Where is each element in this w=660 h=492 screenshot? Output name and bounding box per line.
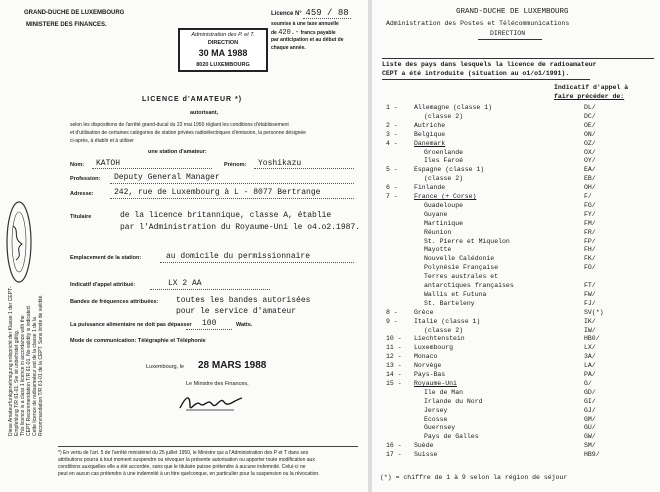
call-prefix: EA/ <box>584 166 596 174</box>
country-name: (classe 2) <box>424 326 464 334</box>
country-number: 13 - <box>386 362 402 370</box>
country-name: Grèce <box>414 308 434 316</box>
call-prefix: GI/ <box>584 397 596 405</box>
country-number: 15 - <box>386 379 402 387</box>
minister-signature <box>176 390 246 416</box>
country-name: Pays-Bas <box>414 371 446 378</box>
call-prefix: DL/ <box>584 104 596 111</box>
country-number: 2 - <box>386 121 398 129</box>
country-name: Monaco <box>414 353 438 361</box>
call-prefix: F/ <box>584 193 592 200</box>
country-name: Réunion <box>424 228 452 236</box>
list-header-direction: DIRECTION <box>490 30 526 37</box>
call-sign: LX 2 AA <box>168 279 202 288</box>
licence-title: LICENCE d'AMATEUR *) <box>142 96 243 103</box>
call-prefix: FO/ <box>584 264 596 272</box>
call-prefix: FR/ <box>584 228 596 236</box>
country-name: France (+ Corse) <box>414 193 477 200</box>
holder-name: KATOH <box>96 159 121 168</box>
titulaire-line2: par l'Administration du Royaume-Uni le o4.o2.1987. <box>120 223 361 232</box>
list-intro-line1: Liste des pays dans lesquels la licence de radioamateur <box>382 61 597 68</box>
call-prefix: IW/ <box>584 326 596 334</box>
country-name: Terres australes et <box>424 273 499 281</box>
call-prefix: FH/ <box>584 246 596 254</box>
station-line: une station d'amateur: <box>148 149 207 155</box>
country-number: 9 - <box>386 317 398 325</box>
call-prefix: DC/ <box>584 112 596 120</box>
call-prefix: OY/ <box>584 157 596 165</box>
footnote-line1: *) En vertu de l'art. 5 de l'arrêté ministériel du 25 juillet 1950, le Ministre qui a l'Administration des P et T dans ses <box>58 450 309 456</box>
country-name: St. Barteleny <box>424 299 475 307</box>
country-name: Autriche <box>414 121 446 129</box>
country-name: Belgique <box>414 130 446 138</box>
titulaire-line1: de la licence britannique, classe A, établie <box>120 211 332 220</box>
licence-document: GRAND-DUCHE DE LUXEMBOURG MINISTERE DES FINANCES. Administration des P. et T. DIRECTION 30 MA 1988 8020 LUXEMBOURG Licence N° 459 / 88 soumise à une taxe annuelle de 420.- francs payable par anticipation et au début de chaque année. LICENCE d'AMATEUR *) autorisant, selon les dispositions de l'arrêté grand-ducal du 22 mai 1950 réglant les conditions d'établissement et d'utilisation de certaines catégories de station privées radioélectriques d'émission, la personne désignée ci-après, à établir et à utiliser une station d'amateur: Nom: KATOH Prénom: Yoshikazu Profession: Deputy General Manager Adresse: 242, rue de Luxembourg à L - 8077 Bertrange Titulaire de la licence britannique, classe A, établie par l'Administration du Royaume-Uni le o4.o2.1987. Emplacement de la station: au domicile du permissionnaire Indicatif d'appel attribué: LX 2 AA Bandes de fréquences attribuées: toutes les bandes autorisées pour le service d'amateur La puissance alimentaire ne doit pas dépasser 100 Watts. Mode de communication: Télégraphie et Téléphonie Luxembourg, le 28 MARS 1988 Le Ministre des Finances, Diese Amateurfunkgenehmigung entspricht der Klasse 1 der CEPT- Empfehlung T/R 61-01. Sie ist unbefristet gültig. This licence is a class 1 licence in accordance with the CEPT Recommendation T/R 61-01. No validity is indicated. Cette licence de radioamateur est de la classe 1 de la Recommandation T/R 61-01 de la CEPT. Sans limite de validité. *) En vertu de l'art. 5 de l'arrêté ministériel du 25 juillet 1950, le Ministre qui a l'Administration des P et T dans ses attributions pourra à tout moment suspendre ou révoquer la présente autorisation ou apporter toute modification aux conditions auxquelles elle a été accordée, sans que le titulaire puisse prétendre à aucune indemnité. Celui-ci ne peut en aucun cas prétendre à une indemnité à un titre quelconque, en particulier pour la suspension ou la révocation. <box>0 0 368 492</box>
country-number: 6 - <box>386 184 398 192</box>
call-prefix: OZ/ <box>584 139 596 147</box>
country-name: (classe 2) <box>424 175 464 183</box>
header-country: GRAND-DUCHE DE LUXEMBOURG <box>24 10 125 16</box>
station-location: au domicile du permissionnaire <box>166 252 311 261</box>
country-name: Allemagne (classe 1) <box>414 104 493 111</box>
country-name: Nouvelle Calédonie <box>424 255 495 263</box>
call-prefix: FP/ <box>584 237 596 245</box>
call-prefix: OE/ <box>584 121 596 129</box>
country-number: 10 - <box>386 335 402 343</box>
call-prefix: ON/ <box>584 130 596 138</box>
call-prefix: IK/ <box>584 317 596 325</box>
column-header-line1: Indicatif d'appel à <box>554 84 629 91</box>
country-name: Luxembourg <box>414 344 454 352</box>
administration-stamp: Administration des P. et T. DIRECTION 30 MA 1988 8020 LUXEMBOURG <box>178 28 268 72</box>
bands-line1: toutes les bandes autorisées <box>176 296 311 305</box>
call-prefix: FJ/ <box>584 299 596 307</box>
list-header-country: GRAND-DUCHE DE LUXEMBOURG <box>456 8 569 16</box>
licence-number: 459 / 88 <box>305 8 349 18</box>
footnote-line4: peut en aucun cas prétendre à une indemnité à un titre quelconque, en particulier pour la suspension ou la révocation. <box>58 471 320 477</box>
header-ministry: MINISTERE DES FINANCES. <box>26 22 107 28</box>
call-prefix: LX/ <box>584 344 596 352</box>
country-name: Guadeloupe <box>424 201 464 209</box>
call-prefix: G/ <box>584 379 592 387</box>
call-prefix: FG/ <box>584 201 596 209</box>
power-limit: 100 <box>202 319 217 328</box>
call-prefix: FY/ <box>584 210 596 218</box>
validation-stamp <box>4 196 34 288</box>
country-number: 12 - <box>386 353 402 361</box>
call-prefix: EB/ <box>584 175 596 183</box>
call-prefix: FT/ <box>584 282 596 289</box>
country-name: (classe 2) <box>424 112 464 120</box>
country-name: antarctiques françaises <box>424 282 514 289</box>
call-prefix: GJ/ <box>584 406 596 414</box>
country-number: 16 - <box>386 442 402 450</box>
country-name: Finlande <box>414 184 446 192</box>
bands-line2: pour le service d'amateur <box>176 307 297 316</box>
holder-firstname: Yoshikazu <box>258 159 302 168</box>
call-prefix: OX/ <box>584 148 596 156</box>
country-name: Espagne (classe 1) <box>414 166 485 174</box>
call-prefix: PA/ <box>584 371 596 378</box>
country-number: 4 - <box>386 139 398 147</box>
call-prefix: SV(*) <box>584 308 604 316</box>
country-name: Jersey <box>424 406 448 414</box>
country-name: Liechtenstein <box>414 335 465 343</box>
country-name: Guyane <box>424 210 448 218</box>
country-name: Danemark <box>414 139 446 147</box>
list-intro-line2: CEPT a été introduite (situation au o1/o1/1991). <box>382 70 570 77</box>
country-number: 7 - <box>386 193 398 200</box>
call-prefix: GU/ <box>584 424 596 432</box>
country-name: Martinique <box>424 219 464 227</box>
list-header-admin: Administration des Postes et Télécommunications <box>386 20 570 27</box>
stamp-date: 30 MA 1988 <box>198 48 248 58</box>
call-prefix: SM/ <box>584 442 596 450</box>
footnote-line3: conditions auxquelles elle a été accordée, sans que le titulaire puisse prétendre à aucune indemnité. Celui-ci ne <box>58 464 306 470</box>
holder-address: 242, rue de Luxembourg à L - 8077 Bertrange <box>114 188 321 197</box>
country-name: Pays de Galles <box>424 433 479 441</box>
country-name: Suède <box>414 442 434 450</box>
call-prefix: OH/ <box>584 184 596 192</box>
country-name: Royaume-Uni <box>414 379 457 387</box>
communication-mode: Mode de communication: Télégraphie et Téléphonie <box>70 338 206 344</box>
call-prefix: HB9/ <box>584 451 600 459</box>
list-item <box>372 451 660 461</box>
call-prefix: FM/ <box>584 219 596 227</box>
country-number: 5 - <box>386 166 398 174</box>
call-prefix: GM/ <box>584 415 596 423</box>
call-prefix: FK/ <box>584 255 596 263</box>
licence-number-line: Licence N° 459 / 88 <box>271 8 349 18</box>
country-number: 14 - <box>386 371 402 378</box>
signature-date: 28 MARS 1988 <box>198 360 267 371</box>
country-name: Ecosse <box>424 415 448 423</box>
footnote-line2: attributions pourra à tout moment suspendre ou révoquer la présente autorisation ou apporter toute modification aux <box>58 457 315 463</box>
call-prefix: GW/ <box>584 433 596 441</box>
list-footnote: (*) = chiffre de 1 à 9 selon la région de séjour <box>380 474 568 481</box>
country-number: 8 - <box>386 308 398 316</box>
cept-class-note: Diese Amateurfunkgenehmigung entspricht der Klasse 1 der CEPT- Empfehlung T/R 61-01. Sie ist unbefristet gültig. This licence is a class 1 licence in accordance with the CEPT Recommendation T/R 61-01. No validity is indicated. Cette licence de radioamateur est de la classe 1 de la Recommandation T/R 61-01 de la CEPT. Sans limite de validité. <box>8 286 44 436</box>
country-name: Italie (classe 1) <box>414 317 481 325</box>
cept-country-list <box>372 0 660 492</box>
country-name: Irlande du Nord <box>424 397 483 405</box>
country-number: 11 - <box>386 344 402 352</box>
call-prefix: HB0/ <box>584 335 600 343</box>
call-prefix: GD/ <box>584 388 596 396</box>
holder-profession: Deputy General Manager <box>114 173 220 182</box>
call-prefix: FW/ <box>584 290 596 298</box>
country-name: Mayotte <box>424 246 452 254</box>
tax-amount: 420.- <box>278 29 300 37</box>
call-prefix: 3A/ <box>584 353 596 361</box>
country-name: Norvège <box>414 362 442 370</box>
country-name: Ile de Man <box>424 388 464 396</box>
country-name: Polynésie Française <box>424 264 499 272</box>
column-header-line2: faire précéder de: <box>554 93 625 100</box>
country-number: 3 - <box>386 130 398 138</box>
country-number: 17 - <box>386 451 402 459</box>
country-name: Suisse <box>414 451 438 459</box>
country-number: 1 - <box>386 104 398 111</box>
country-name: St. Pierre et Miquelon <box>424 237 510 245</box>
country-name: Wallis et Futuna <box>424 290 487 298</box>
country-name: Groenlande <box>424 148 464 156</box>
country-name: Iles Faroé <box>424 157 464 165</box>
call-prefix: LA/ <box>584 362 596 370</box>
country-name: Guernsey <box>424 424 456 432</box>
